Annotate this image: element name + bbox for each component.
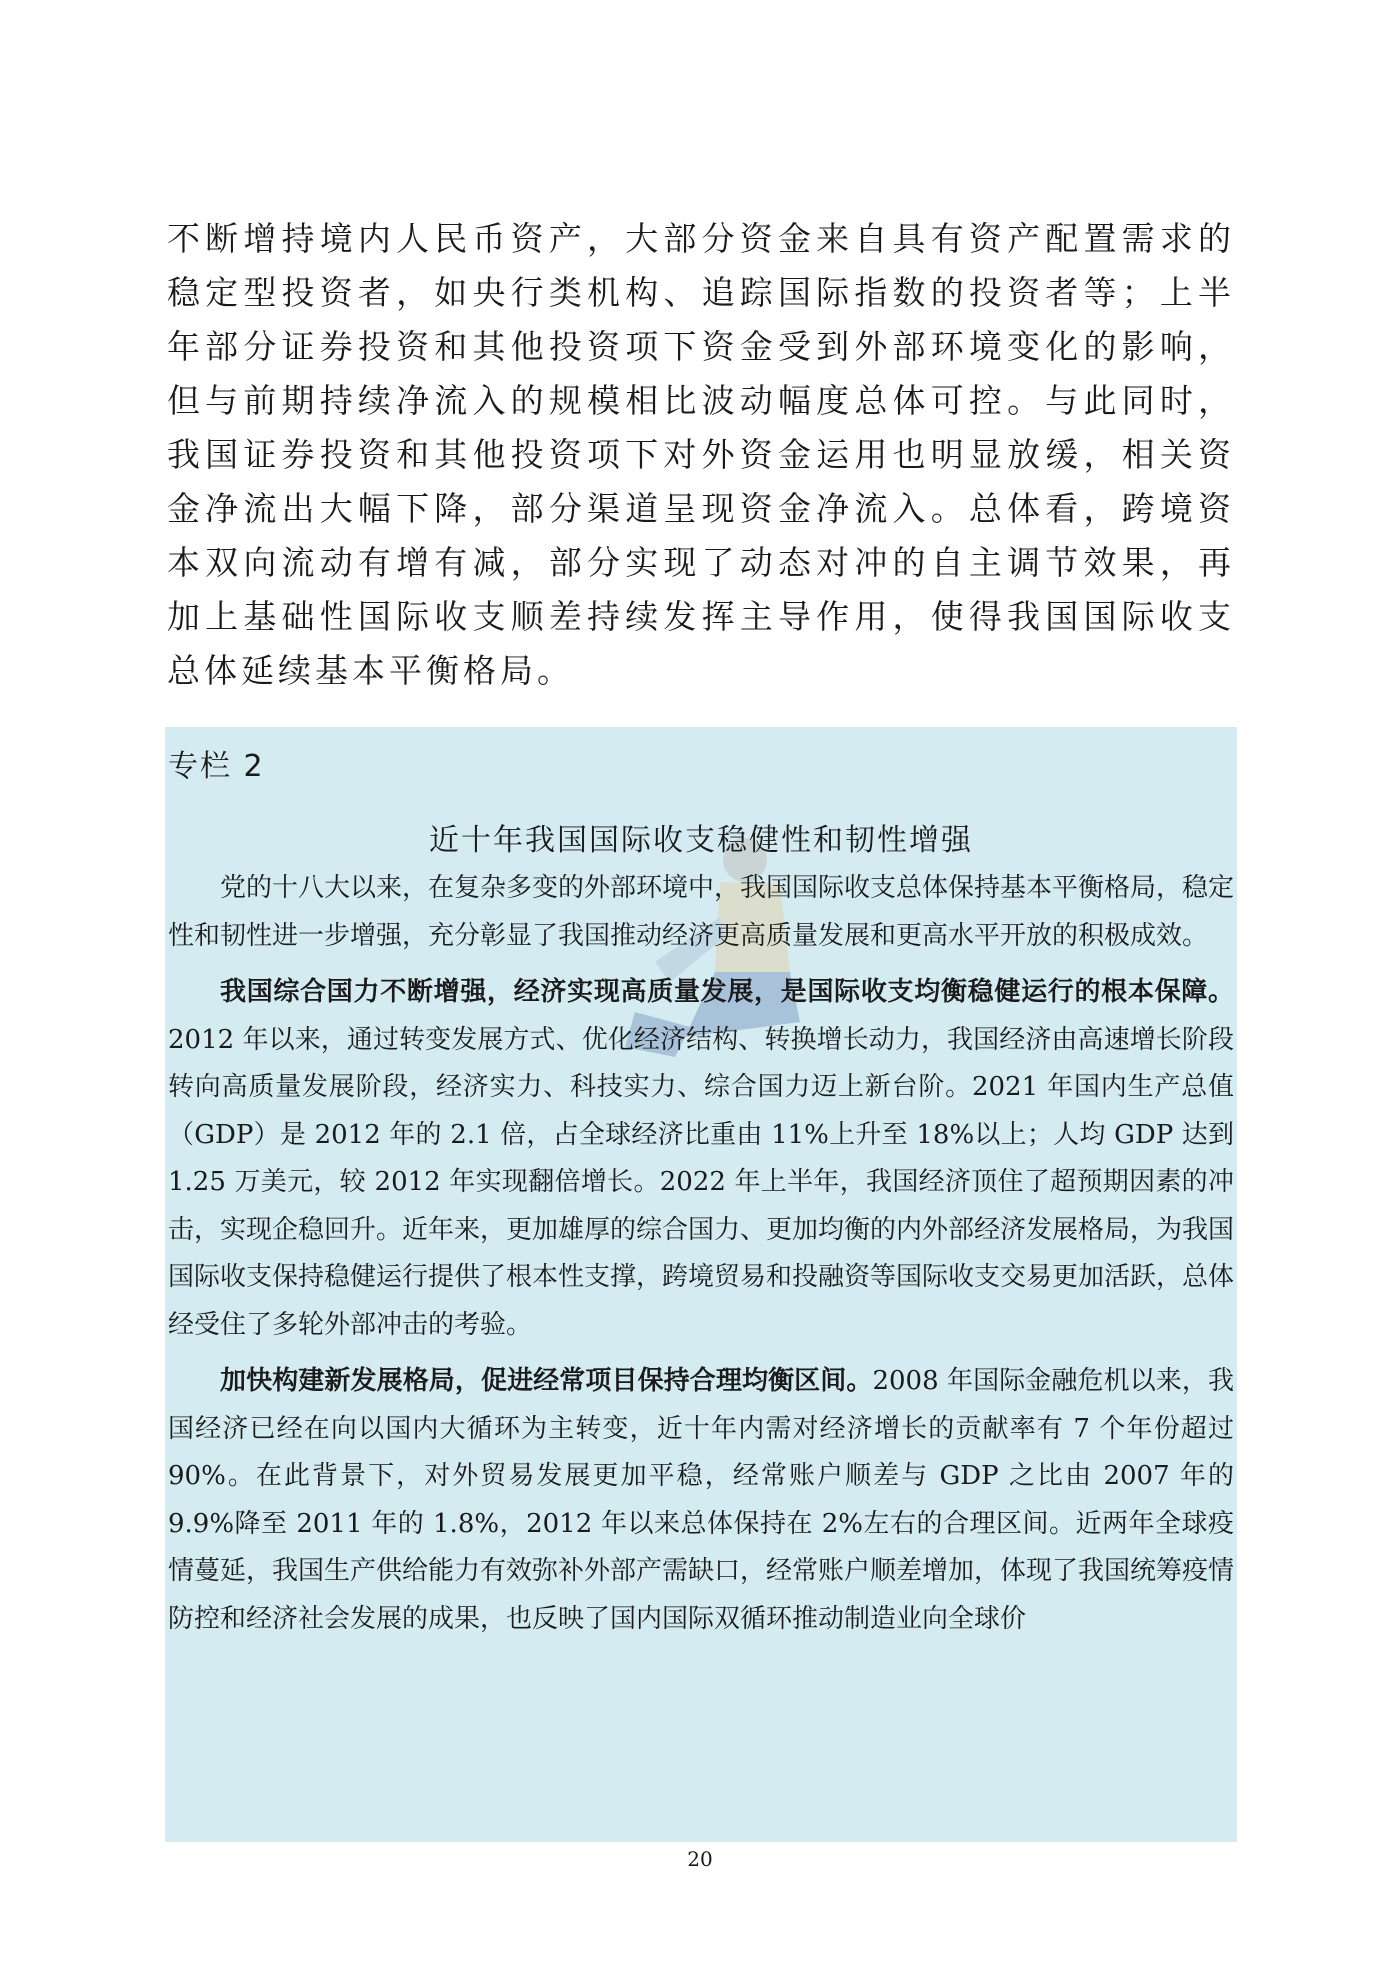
column-label: 专栏 2 — [168, 749, 265, 784]
paragraph-lead-bold: 加快构建新发展格局，促进经常项目保持合理均衡区间。 — [220, 1366, 873, 1396]
paragraph-text: 2008 年国际金融危机以来，我国经济已经在向以国内大循环为主转变，近十年内需对经济增长的贡献率有 7 个年份超过 90%。在此背景下，对外贸易发展更加平稳，经常账户顺差与 GDP 之比由 2007 年的 9.9%降至 2011 年的 1.8%，2012 年以来总体保持在 2%左右的合理区间。近两年全球疫情蔓延，我国生产供给能力有效弥补外部产需缺口，经常账户顺差增加，体现了我国统筹疫情防控和经济社会发展的成果，也反映了国内国际双循环推动制造业向全球价 — [168, 1366, 1235, 1634]
column-body — [168, 865, 1234, 1643]
column-paragraph-2 — [168, 969, 1234, 1349]
paragraph-text: 党的十八大以来，在复杂多变的外部环境中，我国国际收支总体保持基本平衡格局，稳定性和韧性进一步增强，充分彰显了我国推动经济更高质量发展和更高水平开放的积极成效。 — [168, 873, 1235, 951]
body-paragraph: 不断增持境内人民币资产，大部分资金来自具有资产配置需求的稳定型投资者，如央行类机构、追踪国际指数的投资者等；上半年部分证券投资和其他投资项下资金受到外部环境变化的影响，但与前期持续净流入的规模相比波动幅度总体可控。与此同时，我国证券投资和其他投资项下对外资金运用也明显放缓，相关资金净流出大幅下降，部分渠道呈现资金净流入。总体看，跨境资本双向流动有增有减，部分实现了动态对冲的自主调节效果，再加上基础性国际收支顺差持续发挥主导作用，使得我国国际收支总体延续基本平衡格局。 — [167, 219, 1235, 690]
column-title: 近十年我国国际收支稳健性和韧性增强 — [429, 823, 973, 858]
paragraph-lead-bold: 我国综合国力不断增强，经济实现高质量发展，是国际收支均衡稳健运行的根本保障。 — [220, 977, 1234, 1007]
paragraph-text: 2012 年以来，通过转变发展方式、优化经济结构、转换增长动力，我国经济由高速增长阶段转向高质量发展阶段，经济实力、科技实力、综合国力迈上新台阶。2021 年国内生产总值（GDP）是 2012 年的 2.1 倍，占全球经济比重由 11%上升至 18%以上；人均 GDP 达到 1.25 万美元，较 2012 年实现翻倍增长。2022 年上半年，我国经济顶住了超预期因素的冲击，实现企稳回升。近年来，更加雄厚的综合国力、更加均衡的内外部经济发展格局，为我国国际收支保持稳健运行提供了根本性支撑，跨境贸易和投融资等国际收支交易更加活跃，总体经受住了多轮外部冲击的考验。 — [168, 1024, 1235, 1340]
column-paragraph-1 — [168, 865, 1234, 960]
column-paragraph-3 — [168, 1358, 1234, 1643]
column-box — [165, 727, 1237, 1842]
page-number: 20 — [687, 1847, 713, 1871]
